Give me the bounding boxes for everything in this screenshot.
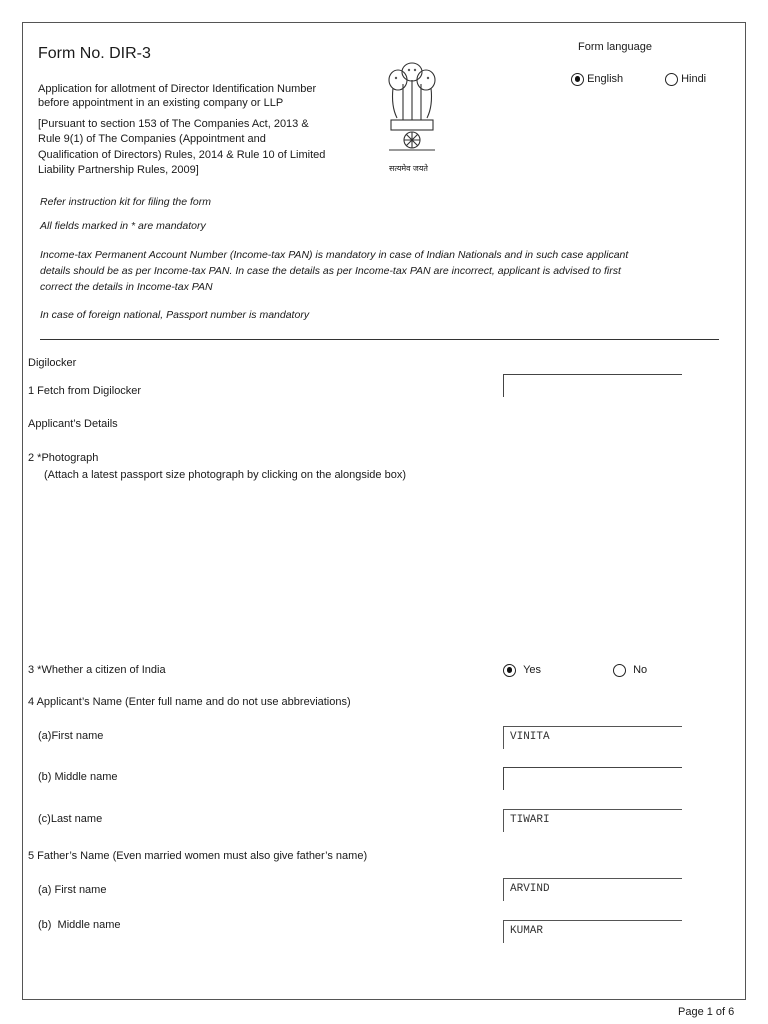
photograph-label: 2 *Photograph	[28, 452, 99, 464]
citizen-no-radio[interactable]	[613, 664, 626, 677]
citizen-no-option[interactable]	[613, 663, 647, 677]
fetch-digilocker-label: 1 Fetch from Digilocker	[28, 385, 142, 397]
instruction-pan-line-1: Income-tax Permanent Account Number (Income-tax PAN) is mandatory in case of Indian Nationals and in such case applicant	[40, 249, 629, 261]
legal-reference-line-4: Liability Partnership Rules, 2009]	[38, 164, 199, 176]
legal-reference-line-2: Rule 9(1) of The Companies (Appointment and	[38, 133, 266, 145]
father-middle-name-label: (b) Middle name	[38, 919, 121, 931]
language-english-option[interactable]	[571, 72, 623, 86]
instruction-mandatory-fields: All fields marked in * are mandatory	[40, 220, 206, 232]
instruction-foreign-national: In case of foreign national, Passport number is mandatory	[40, 309, 310, 321]
citizen-yes-label: Yes	[523, 664, 542, 676]
form-language-label: Form language	[578, 41, 652, 53]
last-name-label: (c)Last name	[38, 813, 103, 825]
legal-reference-line-3: Qualification of Directors) Rules, 2014 & Rule 10 of Limited	[38, 149, 326, 161]
instruction-pan-line-2: details should be as per Income-tax PAN. In case the details as per Income-tax PAN are incorrect, applicant is advised to first	[40, 265, 621, 277]
form-title-line-1: Application for allotment of Director Identification Number	[38, 83, 317, 95]
language-hindi-option[interactable]	[665, 72, 706, 86]
form-number: Form No. DIR-3	[38, 45, 151, 62]
digilocker-section-title: Digilocker	[28, 357, 77, 369]
citizen-yes-option[interactable]	[503, 663, 541, 677]
language-hindi-radio[interactable]	[665, 73, 678, 86]
citizen-no-label: No	[633, 664, 648, 676]
form-title-line-2: before appointment in an existing company or LLP	[38, 97, 284, 109]
language-english-label: English	[587, 73, 624, 85]
language-hindi-label: Hindi	[681, 73, 707, 85]
language-english-radio[interactable]	[571, 73, 584, 86]
father-first-name-input[interactable]: ARVIND	[503, 878, 682, 901]
photograph-upload-box[interactable]	[503, 488, 682, 648]
middle-name-label: (b) Middle name	[38, 771, 118, 783]
applicant-name-label: 4 Applicant’s Name (Enter full name and do not use abbreviations)	[28, 696, 351, 708]
photograph-hint: (Attach a latest passport size photograph by clicking on the alongside box)	[44, 469, 406, 481]
father-name-label: 5 Father’s Name (Even married women must also give father’s name)	[28, 850, 368, 862]
last-name-input[interactable]: TIWARI	[503, 809, 682, 832]
emblem-motto: सत्यमेव जयते	[389, 164, 428, 173]
father-middle-name-input[interactable]: KUMAR	[503, 920, 682, 943]
legal-reference-line-1: [Pursuant to section 153 of The Companies Act, 2013 &	[38, 118, 309, 130]
section-divider	[40, 339, 719, 340]
applicant-section-title: Applicant’s Details	[28, 418, 118, 430]
state-emblem-icon	[383, 58, 441, 162]
first-name-input[interactable]: VINITA	[503, 726, 682, 749]
first-name-label: (a)First name	[38, 730, 104, 742]
fetch-digilocker-input[interactable]	[503, 374, 682, 397]
instruction-refer-kit: Refer instruction kit for filing the form	[40, 196, 211, 208]
page-number: Page 1 of 6	[678, 1006, 735, 1018]
citizen-question-label: 3 *Whether a citizen of India	[28, 664, 166, 676]
citizen-yes-radio[interactable]	[503, 664, 516, 677]
instruction-pan-line-3: correct the details in Income-tax PAN	[40, 281, 213, 293]
father-first-name-label: (a) First name	[38, 884, 107, 896]
middle-name-input[interactable]	[503, 767, 682, 790]
